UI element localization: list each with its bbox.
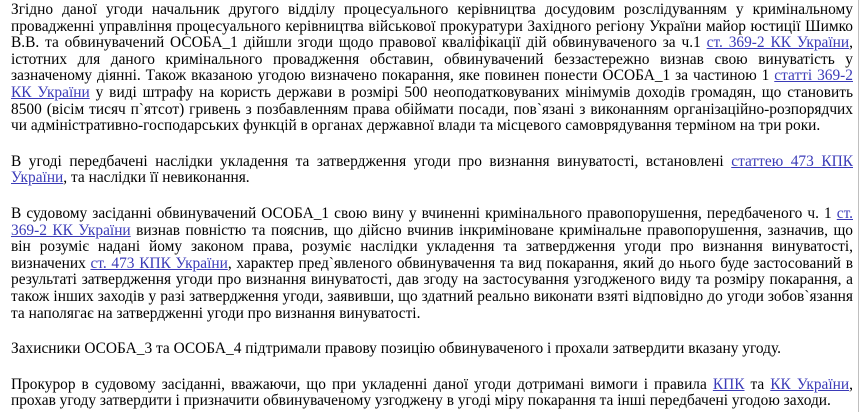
paragraph-text: визнав повністю та пояснив, що дійсно вчинив інкриміноване кримінальне правопорушення, зазначив, що він розуміє надані йому законом права, розуміє наслідки укладення та затвердження угоди про визнання винуватості, визначених (11, 221, 853, 272)
paragraph-agreement-terms (11, 2, 853, 135)
paragraph-defense-position (11, 341, 853, 358)
paragraph-agreement-consequences (11, 154, 853, 187)
link-criminal-code[interactable]: КК України (770, 375, 850, 393)
paragraph-text: та (744, 375, 771, 393)
paragraph-text: В судовому засіданні обвинувачений ОСОБА_1 свою вину у вчиненні кримінального правопорушення, передбаченого ч. 1 (11, 204, 837, 222)
paragraph-text: Згідно даної угоди начальник другого відділу процесуального керівництва досудовим розслідуванням у кримінальному провадженні управління процесуального керівництва військової прокуратури Західного регіону України майор юстиції Шимко В.В. та обвинувачений ОСОБА_1 дійшли згоди щодо правової кваліфікації дій обвинуваченого за ч.1 (11, 1, 853, 52)
paragraph-text: В угоді передбачені наслідки укладення та затвердження угоди про визнання винуватості, встановлені (11, 152, 732, 170)
link-article-369-2-cc[interactable]: ст. 369-2 КК України (706, 34, 850, 52)
paragraph-defendant-testimony (11, 206, 853, 322)
paragraph-text: Захисники ОСОБА_3 та ОСОБА_4 підтримали правову позицію обвинуваченого і прохали затвердити вказану угоду. (11, 340, 781, 358)
paragraph-text: , прохав угоду затвердити і призначити обвинуваченому узгоджену в угоді міру покарання та інші передбачені угодою заходи. (11, 375, 853, 410)
paragraph-text: , характер пред`явленого обвинувачення та вид покарання, який до нього буде застосований в результаті затвердження угоди про визнання винуватості, дав згоду на застосування узгодженого виду та розміру покарання, а також інших заходів у разі затвердження угоди, заявивши, що здатний реально виконати взяті відповідно до угоди зобов`язання та наполягає на затвердженні угоди про визнання винуватості. (11, 254, 853, 322)
paragraph-text: Прокурор в судовому засіданні, вважаючи, що при укладенні даної угоди дотримані вимоги і правила (11, 375, 713, 393)
paragraph-text: у виді штрафу на користь держави в розмірі 500 неоподатковуваних мінімумів доходів громадян, що становить 8500 (вісім тисяч п`ятсот) гривень з позбавленням права обіймати посади, пов`язані з виконанням організаційно-розпорядчих чи адміністративно-господарських функцій в органах державної влади та місцевого самоврядування терміном на три роки. (11, 83, 853, 135)
paragraph-text: , та наслідки її невиконання. (63, 169, 250, 187)
link-article-473-cpc[interactable]: ст. 473 КПК України (90, 254, 228, 272)
link-article-369-2-cc[interactable]: статті 369-2 КК України (11, 67, 853, 101)
link-article-369-2-cc[interactable]: ст. 369-2 КК України (11, 204, 853, 239)
paragraph-text: , істотних для даного кримінального провадження обставин, обвинувачений беззастережно визнав свою винуватість у зазначеному діянні. Також вказаною угодою визначено покарання, яке повинен понести ОСОБА_1 за частиною 1 (11, 34, 853, 85)
link-cpc[interactable]: КПК (712, 375, 745, 393)
paragraph-prosecutor-position (11, 377, 853, 410)
link-article-473-cpc[interactable]: статтею 473 КПК України (11, 152, 853, 187)
